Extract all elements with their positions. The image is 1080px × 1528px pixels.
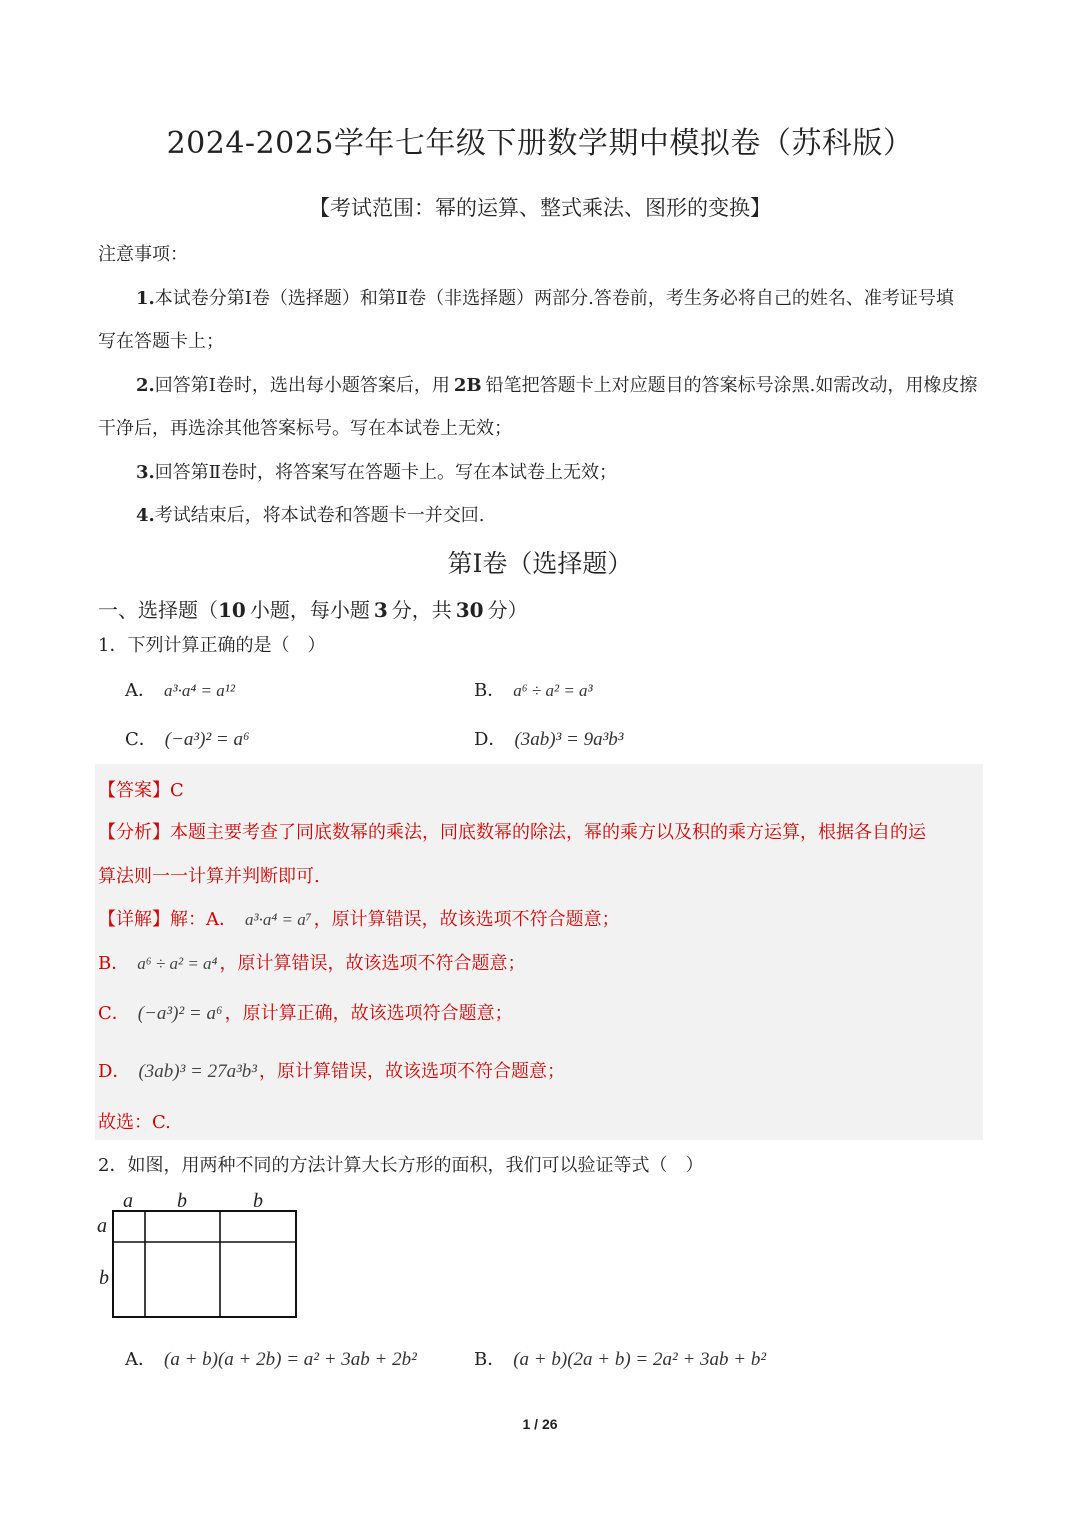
q1-option-c-label: C． (125, 729, 157, 750)
analysis-line-1: 【分析】本题主要考查了同底数幂的乘法，同底数幂的除法，幂的乘方以及积的乘方运算，根据各自的运 (98, 822, 926, 843)
notice-item-2-num: 2. (136, 375, 155, 396)
part-heading-text-2: 小题，每小题 (249, 598, 370, 622)
notice-item-4-text: 考试结束后，将本试卷和答题卡一并交回. (154, 505, 485, 526)
detail-line-a (98, 905, 620, 931)
detail-line-c (98, 999, 513, 1025)
detail-b-expr: a⁶ ÷ a² = a⁴ (137, 954, 218, 973)
diagram-top-label-b1: b (177, 1190, 187, 1212)
part-heading-text-3: 分，共 (391, 598, 452, 622)
detail-a-expr: a³·a⁴ = a⁷ (245, 910, 312, 929)
q1-option-a-expr: a³·a⁴ = a¹² (164, 681, 235, 700)
part-heading-count: 10 (218, 598, 246, 622)
q2-option-b (474, 1345, 766, 1371)
q2-option-b-expr: (a + b)(2a + b) = 2a² + 3ab + b² (513, 1349, 767, 1370)
detail-b-label: B． (98, 953, 130, 974)
notice-item-4 (136, 501, 485, 527)
notice-item-1-num: 1. (136, 288, 155, 309)
q2-option-a-label: A． (125, 1349, 156, 1370)
q1-option-d (474, 725, 624, 751)
notice-item-2 (136, 371, 977, 397)
detail-d-text: ，原计算错误，故该选项不符合题意； (259, 1061, 566, 1082)
diagram-top-label-b2: b (253, 1190, 263, 1212)
detail-d-expr: (3ab)³ = 27a³b³ (138, 1061, 258, 1082)
choose-line: 故选：C. (98, 1112, 171, 1133)
detail-c-expr: (−a³)² = a⁶ (137, 1003, 223, 1024)
detail-c-label: C． (98, 1003, 130, 1024)
part-heading (98, 594, 528, 623)
q2-option-a-expr: (a + b)(a + 2b) = a² + 3ab + 2b² (164, 1349, 417, 1370)
answer-line: 【答案】C (98, 780, 184, 801)
q1-option-d-label: D． (474, 729, 507, 750)
q1-option-d-expr: (3ab)³ = 9a³b³ (514, 729, 624, 750)
detail-d-label: D． (98, 1061, 131, 1082)
diagram-side-label-b: b (99, 1267, 109, 1289)
section-title: 第Ⅰ卷（选择题） (447, 549, 633, 578)
notice-item-2-cont: 干净后，再选涂其他答案标号。写在本试卷上无效； (98, 418, 512, 439)
q1-option-b-label: B． (474, 680, 506, 701)
document-title: 2024-2025学年七年级下册数学期中模拟卷（苏科版） (166, 126, 914, 161)
q1-option-a (125, 676, 235, 702)
diagram-grid (110, 1208, 300, 1320)
part-heading-text-1: 一、选择题（ (98, 598, 218, 622)
detail-a-text: ，原计算错误，故该选项不符合题意； (313, 909, 620, 930)
question-2-stem: 2．如图，用两种不同的方法计算大长方形的面积，我们可以验证等式（ ） (98, 1155, 704, 1176)
page-number: 1 / 26 (522, 1416, 558, 1432)
notice-item-3-num: 3. (136, 462, 155, 483)
notice-item-2-text-b: 铅笔把答题卡上对应题目的答案标号涂黑.如需改动，用橡皮擦 (485, 375, 978, 396)
q1-option-b (474, 676, 593, 702)
detail-c-text: ，原计算正确，故该选项符合题意； (224, 1003, 513, 1024)
notice-item-3-text: 回答第Ⅱ卷时，将答案写在答题卡上。写在本试卷上无效； (154, 462, 618, 483)
detail-line-b (98, 949, 525, 975)
q2-option-a (125, 1345, 417, 1371)
q2-option-b-label: B． (474, 1349, 506, 1370)
part-heading-total: 30 (455, 598, 484, 622)
notice-item-1-cont: 写在答题卡上； (98, 331, 224, 352)
analysis-line-2: 算法则一一计算并判断即可. (98, 866, 320, 887)
part-heading-text-4: 分） (487, 598, 528, 622)
question-1-stem: 1．下列计算正确的是（ ） (98, 635, 326, 656)
q1-option-b-expr: a⁶ ÷ a² = a³ (513, 681, 593, 700)
notice-item-2-text-a: 回答第Ⅰ卷时，选出每小题答案后，用 (154, 375, 450, 396)
q1-option-c (125, 725, 250, 751)
detail-b-text: ，原计算错误，故该选项不符合题意； (219, 953, 526, 974)
diagram-top-label-a: a (123, 1190, 133, 1212)
notice-item-4-num: 4. (136, 505, 155, 526)
notice-heading: 注意事项： (98, 244, 188, 265)
notice-item-3 (136, 458, 617, 484)
exam-scope: 【考试范围：幂的运算、整式乘法、图形的变换】 (309, 196, 771, 220)
notice-item-1 (136, 284, 954, 310)
q1-option-a-label: A． (125, 680, 156, 701)
q1-option-c-expr: (−a³)² = a⁶ (164, 729, 250, 750)
detail-prefix: 【详解】解：A． (98, 909, 237, 930)
notice-item-2-bold: 2B (453, 375, 482, 396)
notice-item-1-text: 本试卷分第Ⅰ卷（选择题）和第Ⅱ卷（非选择题）两部分.答卷前，考生务必将自己的姓名、准考证号填 (154, 288, 954, 309)
part-heading-score: 3 (373, 598, 388, 622)
diagram-side-label-a: a (97, 1215, 107, 1237)
detail-line-d (98, 1057, 565, 1083)
